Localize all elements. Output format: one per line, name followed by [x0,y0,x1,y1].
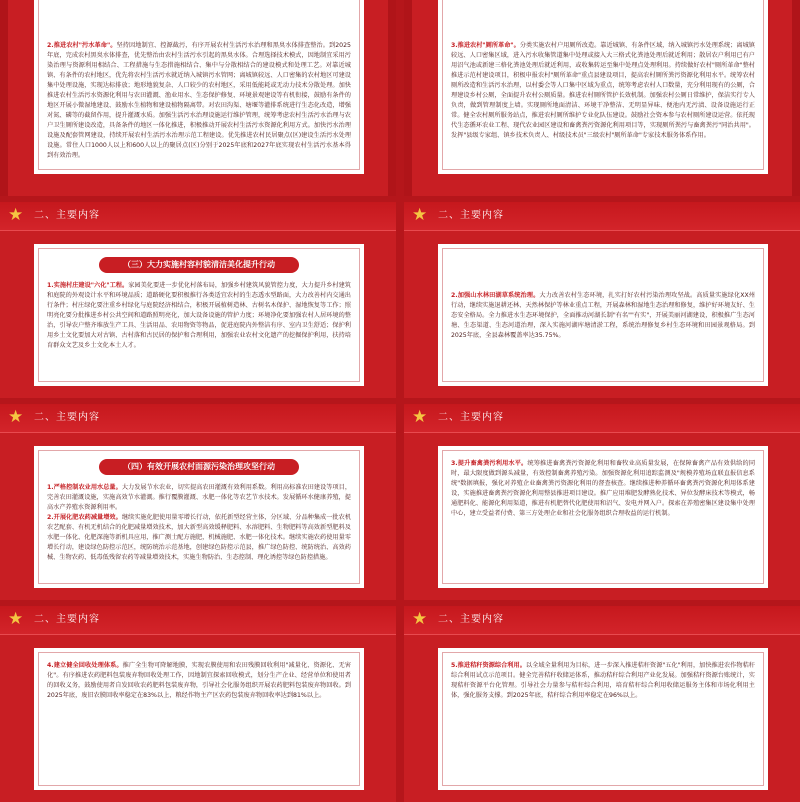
para-heading: 3.提升畜禽粪污利用水平。 [451,460,528,467]
slide-5 [0,404,396,600]
slide-6 [404,404,800,600]
star-icon: ★ [412,205,428,225]
header-title: 二、主要内容 [438,614,504,625]
slide-header [0,404,396,433]
para-body: 分类实施农村户用厕所改造。靠近城镇、有条件区域，纳入城镇污水处理系统；离城镇较远、人口密集区域，进入污水收集管道集中处理或接入大三格式化粪池处理后就近利用；散居农户利用已有户用沼气池或新建三格化粪池处理后就近利用，或收集转运至集中处理点处理利用。持续做好农村"厕所革命"整村推进示范村建设项目，积极申报农村"厕所革命"重点县建设项目，提高农村厕所粪污资源化利用水平。统筹农村厕所改造和生活污水治理，以村委会等人口集中区域为重点，统筹考虑农村人口数量，充分利用现有的公厕，合理建设乡村公厕，全面提升农村公厕质量。推进农村厕所管护长效机制。加强农村公厕日常维护，保洁实行专人负责，做到管理制度上墙。实现厕所地面清洁、环境干净整洁、无明显异味、便池内无污渍、设备设施运行正常。健全农村厕所服务站点，推进农村厕所维护专业化队伍建设。鼓励社会资本参与农村厕所建设运营。依托现代生态循环农业工程、现代农业园区建设和畜禽粪污资源化利用项目等，实现厕所粪污与畜禽粪污"同治共用"。发挥"县级专家组、镇乡技术负责人、村级技术员"三级农村"厕所革命"专家技术服务体系作用。 [451,42,755,139]
slide-1 [0,0,396,196]
slide-header [404,404,800,433]
star-icon: ★ [8,609,24,629]
content-card [34,446,364,588]
para-body: 坚持因地制宜、控源截污，有序开展农村生活污水治理和黑臭水体排查整治。到2025年底，完成农村黑臭水体排查，优先整治由农村生活污水引起的黑臭水体。合理选择技术模式，因地制宜采用污染治理与资源利用相结合、工程措施与生态措施相结合、集中与分散相结合的建设模式和处理工艺。对靠近城镇、有条件的农村地区，优先将农村生活污水就近纳入城镇污水管网；离城镇较远、人口密集的农村地区可建设集中处理设施，实现达标排放；地形地貌复杂、人口较少的农村地区，采用低能耗或无动力技术分散处理。加快推进农村生活污水资源化利用与农田灌溉、渔业用水、生态保护修复、环境景观建设等有机衔接，鼓励有条件的地区开展小微湿地建设、鼓励水生植物和建设植物隔离带。对农田沟渠、塘堰等灌排系统进行生态化改造，增强对氮、磷等的截留作用，提升灌溉水质。加强生活污水治理设施运行维护管理，统筹考虑农村生活污水治理与农户卫生厕所建设改造，具备条件的地区一体化推进，积极推动开展农村生活污水资源化利用方式。加快污水治理设施及配套管网建设，持续开展农村生活污水治理示范工程建设。优先推进农村民居聚点(区)建设生活污水处理设施。常住人口1000人以上和600人以上的聚居点(区)分别于2025年底和2027年底实现农村生活污水基本得到有效治理。 [47,42,351,159]
para-heading: 1.实施村庄建设"六化"工程。 [47,282,129,289]
para-heading: 5.推进秸秆资源综合利用。 [451,662,526,669]
para-heading: 1.严格控制农业用水总量。 [47,484,122,491]
slide-header [404,202,800,231]
card-text [451,661,755,701]
slide-border [792,0,800,196]
card-text [47,661,351,701]
header-title: 二、主要内容 [438,210,504,221]
card-border [442,0,764,170]
slide-header [0,606,396,635]
content-card [34,0,364,174]
section-title: （四）有效开展农村面源污染治理攻坚行动 [99,459,299,475]
card-text [451,459,755,519]
para-body: 大力发展节水农业，切实提高农田灌溉有效利用系数。利用高标准农田建设等项目，完善农田灌溉设施，实施高效节水灌溉。推行覆膜灌溉、水肥一体化等农艺节水技术。发展循环水健康养殖，提高水产养殖水资源利用率。 [47,484,351,511]
slide-4 [404,202,800,398]
card-border [442,248,764,382]
header-title: 二、主要内容 [438,412,504,423]
star-icon: ★ [8,407,24,427]
para-body: 继续实施化肥使用量零增长行动，依托新型经营主体，分区域、分品种集成一批农机农艺配套、有机无机结合的化肥减量增效技术，加大新型高效缓释肥料、水溶肥料、生物肥料等高效新型肥料及水肥一体化、化肥深施等新机具应用，推广测土配方施肥，机械施肥、水肥一体化技术。继续实施农药使用量零增长行动，建设绿色防控示范区，统防统治示范基地，创建绿色防控示范县，推广绿色防控、统防统治、高效药械、生物农药、低毒低残留农药等减量增效技术，实施生物防治、生态控制、理化诱控等绿色防控措施。 [47,514,351,561]
star-icon: ★ [8,205,24,225]
slide-3 [0,202,396,398]
slide-2 [404,0,800,196]
slide-7 [0,606,396,802]
card-text [47,255,351,351]
card-text [47,457,351,563]
section-title: （三）大力实施村容村貌清洁美化提升行动 [99,257,299,273]
para-heading: 2.加强山水林田湖草系统治理。 [451,292,540,299]
card-text [451,41,755,141]
card-border [38,652,360,786]
para-body: 以全域全量利用为目标，进一步深入推进秸秆资源"五化"利用，加快推进农作物秸秆综合利用试点示范项目。健全完善秸秆收储运体系，推动秸秆综合利用产业化发展。加强秸秆资源台账统计，实现秸秆资源平台化管理。引导社会力量参与秸秆综合利用，培育秸秆综合利用收储运服务主体和市场化利用主体，强化服务支撑。到2025年底，秸秆综合利用率稳定在96%以上。 [451,662,755,699]
para-body: 大力改善农村生态环境，扎实打好农村污染治理攻坚战。高质量实施绿化XX州行动，继续实施退耕还林、天然林保护等林业重点工程，开展森林和湿地生态治理和修复，维护好环境友好、生态安全格局。全力推进水生态环境保护，全面推动河湖长制"有名""有实"，开展美丽河湖建设，积极推广生态河塘、生态渠道、生态河道治理，深入实施河湖库塘清淤工程，系统治理修复乡村生态环境和田园景观格局。到2025年底，全县森林覆盖率达35.75%。 [451,292,755,339]
card-text [451,291,755,341]
header-title: 二、主要内容 [34,210,100,221]
slide-header [0,202,396,231]
para-body: 推广全生物可降解地膜，实现农膜使用和农田残膜回收利用"减量化、资源化、无害化"。有序推进农药肥料包装废弃物回收处理工作，因地制宜探索回收模式，划分生产企业、经营单位和使用者的回收义务，鼓励使用者自发回收农药肥料包装废弃物，引导社会化服务组织开展农药肥料包装废弃物回收。到2025年底，废旧农膜回收率稳定在83%以上，粮经作物主产区农药包装废弃物回收率达到81%以上。 [47,662,351,699]
content-card [438,244,768,386]
slide-header [404,606,800,635]
para-heading: 2.推进农村"污水革命"。 [47,42,117,49]
content-card [438,0,768,174]
card-border [38,450,360,584]
star-icon: ★ [412,609,428,629]
card-border [38,248,360,382]
content-card [34,648,364,790]
card-text [47,41,351,161]
content-card [438,446,768,588]
card-border [38,0,360,170]
slide-8 [404,606,800,802]
header-title: 二、主要内容 [34,614,100,625]
card-border [442,450,764,584]
star-icon: ★ [412,407,428,427]
content-card [34,244,364,386]
para-heading: 2.开展化肥农药减量增效。 [47,514,122,521]
para-heading: 3.推进农村"厕所革命"。 [451,42,520,49]
slide-border [0,0,8,196]
card-border [442,652,764,786]
para-body: 家园美化要进一步优化村落布局，加强乡村建筑风貌管控力度，大力提升乡村建筑和庭院的外观设计水平和环境品质；道路硬化要积极推行各类适宜农村的生态透水型路面，大力改善村内交通出行条件；村庄绿化要注重乡村绿化与庭院经济相结合，积极开展植树造林、古树名木保护、湿地恢复等工作；照明亮化要分批推进乡村公共空间和道路照明亮化，加大设备设施的管护力度；环境净化要加强农村人居环境的整治，引导农户整齐堆放生产工具、生活用品、农用物资等物品，促进庭院内外整洁有序、室内卫生舒适；保护利用乡土文化要加大对古镇、古村落和古民居的保护和合理利用，加强农业农村文化遗产的挖掘保护利用，扶持培育群众文艺及乡土文化本土人才。 [47,282,351,349]
header-title: 二、主要内容 [34,412,100,423]
content-card [438,648,768,790]
para-heading: 4.建立健全回收处理体系。 [47,662,123,669]
slide-border [404,0,412,196]
slide-border [388,0,396,196]
para-body: 统筹推进畜禽粪污资源化利用和畜牧业高质量发展，在保障畜禽产品有效供给的同时，最大限度做到源头减量，有效控制畜禽养殖污染。加强资源化利用追踪监测及"规模养殖场直联直报信息系统"数据填报，强化对养殖企业畜禽粪污资源化利用的督查核查。继续推进种养循环畜禽粪污资源化利用体系建设，实施推进畜禽粪污资源化利用整县推进项目建设。推广应用堆肥发酵熟化技术、异位发酵床技术等模式，畅通肥料化、能源化利用渠道，推进有机肥替代化肥使用和沼气、发电并网入户。探索在养殖密集区建设集中处理中心，建立受益者付费、第三方处理企业和社会化服务组织合理收益的运行机制。 [451,460,755,517]
